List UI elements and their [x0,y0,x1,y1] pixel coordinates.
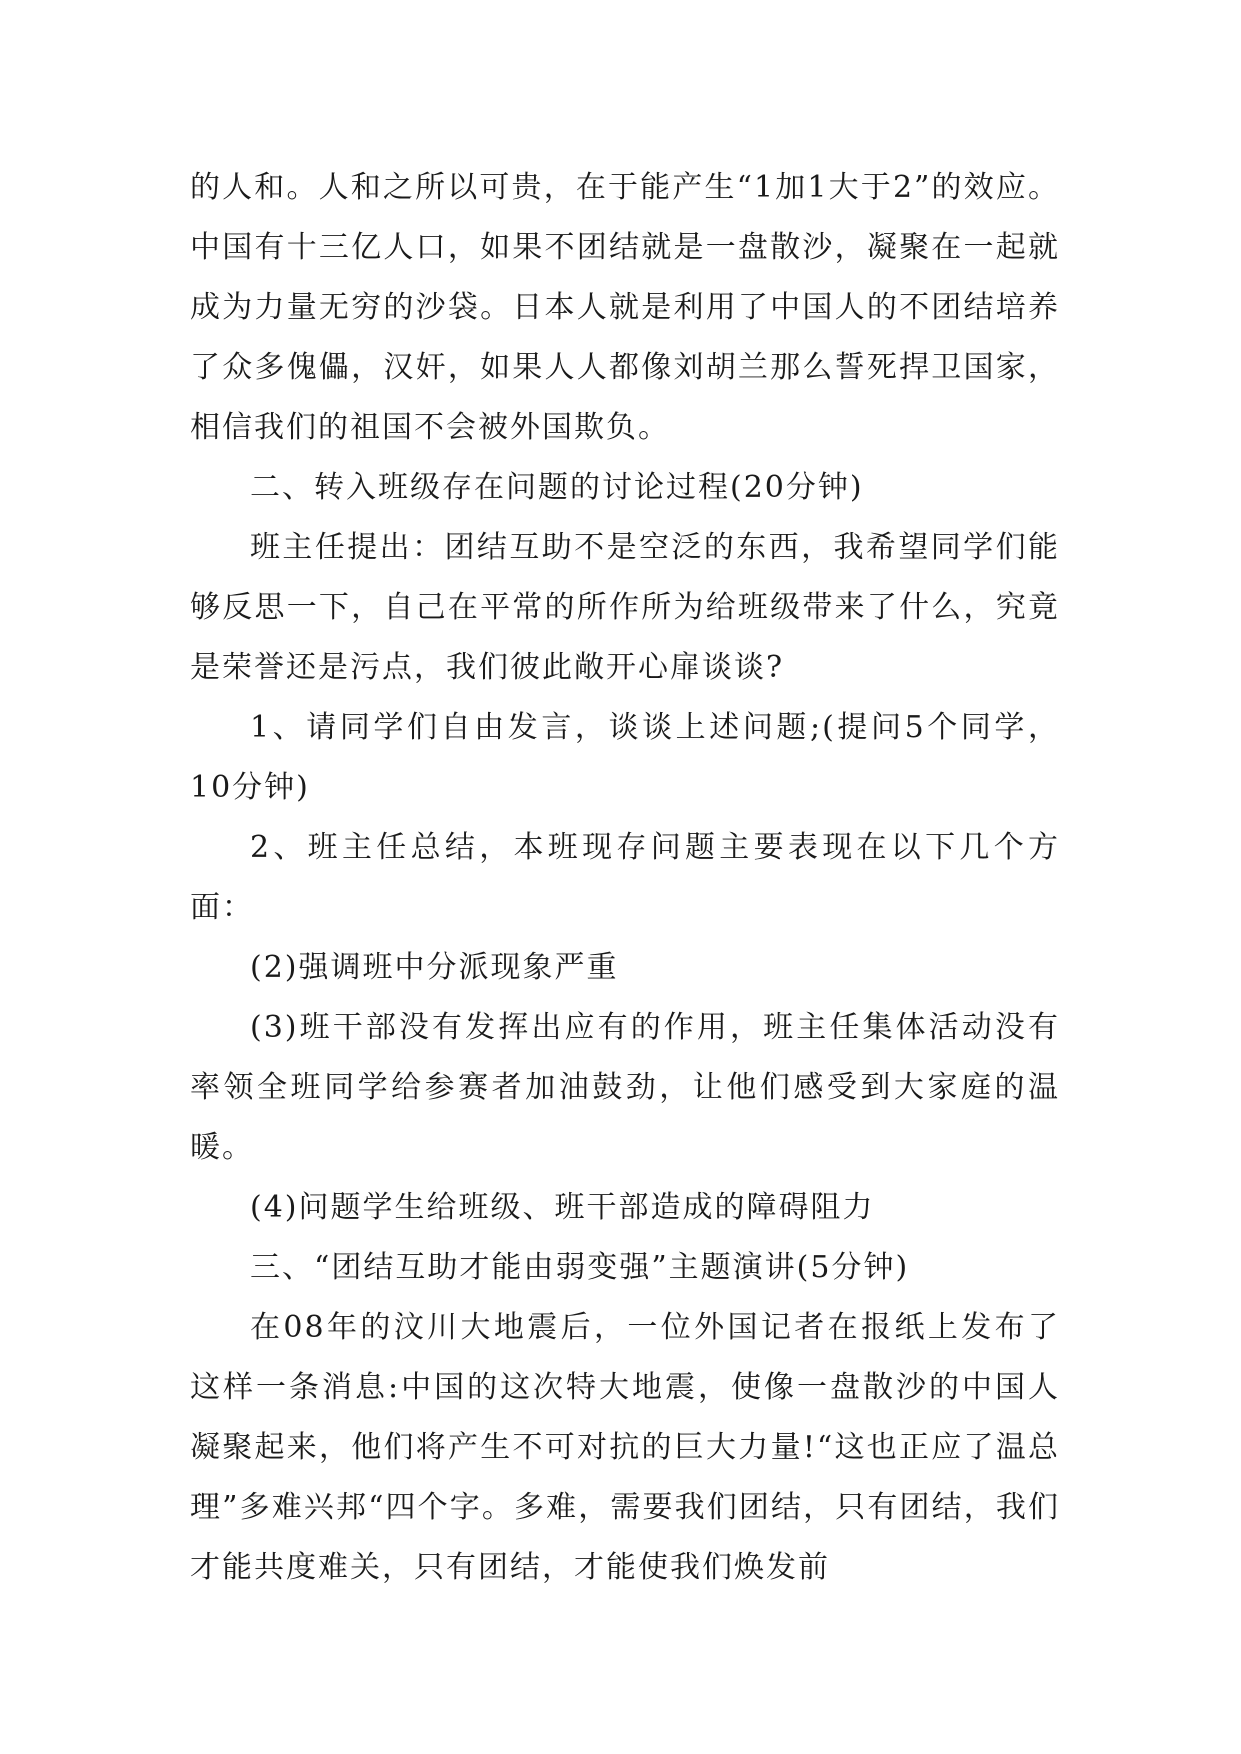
paragraph-10: 在08年的汶川大地震后，一位外国记者在报纸上发布了这样一条消息:中国的这次特大地震，使像一盘散沙的中国人凝聚起来，他们将产生不可对抗的巨大力量!“这也正应了温总理”多难兴邦“四个字。多难，需要我们团结，只有团结，我们才能共度难关，只有团结，才能使我们焕发前 [190,1310,1060,1585]
paragraph-2: 二、转入班级存在问题的讨论过程(20分钟) [250,470,864,505]
document-body [190,158,1060,1598]
paragraph-4: 1、请同学们自由发言，谈谈上述问题;(提问5个同学，10分钟) [190,710,1060,805]
paragraph-8: (4)问题学生给班级、班干部造成的障碍阻力 [250,1190,875,1225]
paragraph-6: (2)强调班中分派现象严重 [250,950,619,985]
paragraph-1: 的人和。人和之所以可贵，在于能产生“1加1大于2”的效应。中国有十三亿人口，如果不团结就是一盘散沙，凝聚在一起就成为力量无穷的沙袋。日本人就是利用了中国人的不团结培养了众多傀儡，汉奸，如果人人都像刘胡兰那么誓死捍卫国家，相信我们的祖国不会被外国欺负。 [190,170,1060,445]
paragraph-9: 三、“团结互助才能由弱变强”主题演讲(5分钟) [250,1250,910,1285]
paragraph-5: 2、班主任总结，本班现存问题主要表现在以下几个方面： [190,830,1060,925]
paragraph-3: 班主任提出：团结互助不是空泛的东西，我希望同学们能够反思一下，自己在平常的所作所为给班级带来了什么，究竟是荣誉还是污点，我们彼此敞开心扉谈谈? [190,530,1060,685]
paragraph-7: (3)班干部没有发挥出应有的作用，班主任集体活动没有率领全班同学给参赛者加油鼓劲，让他们感受到大家庭的温暖。 [190,1010,1060,1165]
